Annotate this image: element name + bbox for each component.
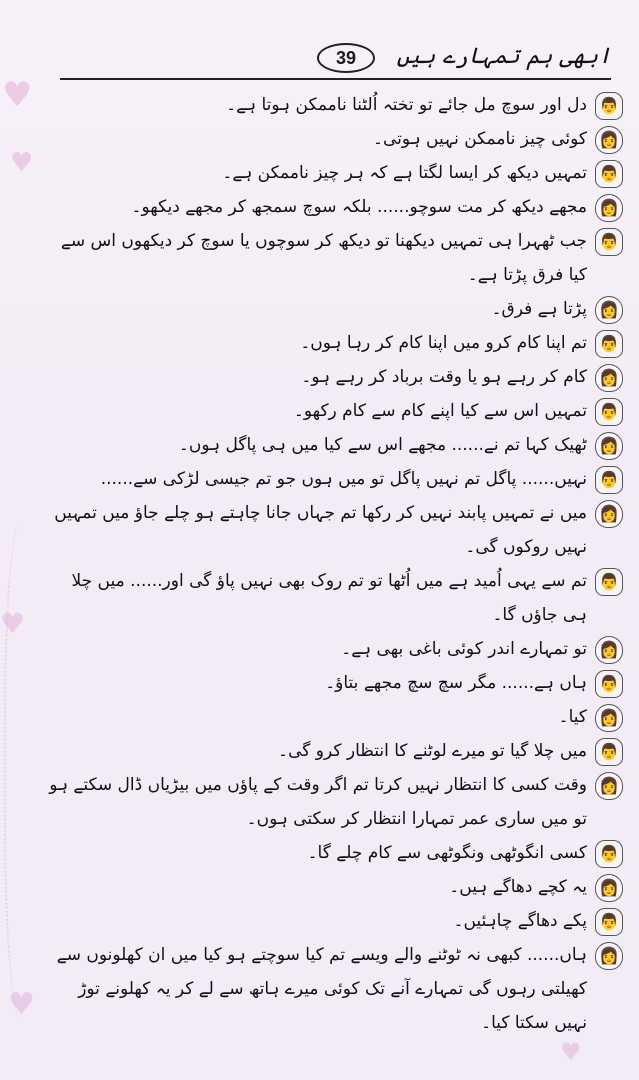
dialogue-line (48, 632, 623, 666)
dialogue-line (48, 938, 623, 1040)
dialogue-text: تم سے یہی اُمید ہے میں اُٹھا تو تم روک بھی نہیں پاؤ گی اور...... میں چلا ہی جاؤں گا۔ (71, 571, 587, 625)
dialogue-text: مجھے دیکھ کر مت سوچو...... بلکہ سوچ سمجھ کر مجھے دیکھو۔ (131, 197, 587, 217)
dialogue-text: تو تمہارے اندر کوئی باغی بھی ہے۔ (341, 639, 587, 659)
female-speaker-icon: 👩 (595, 500, 623, 528)
dialogue-text: کام کر رہے ہو یا وقت برباد کر رہے ہو۔ (301, 367, 587, 387)
dialogue-line (48, 224, 623, 292)
dialogue-line (48, 462, 623, 496)
page-number: 39 (317, 43, 375, 73)
dialogue-list (48, 88, 623, 1040)
dialogue-line (48, 904, 623, 938)
dialogue-text: تمہیں اس سے کیا اپنے کام سے کام رکھو۔ (293, 401, 587, 421)
female-speaker-icon: 👩 (595, 364, 623, 392)
dialogue-line (48, 88, 623, 122)
dialogue-line (48, 734, 623, 768)
dialogue-line (48, 360, 623, 394)
female-speaker-icon: 👩 (595, 194, 623, 222)
dialogue-line (48, 564, 623, 632)
dialogue-text: پڑتا ہے فرق۔ (491, 299, 587, 319)
male-speaker-icon: 👨 (595, 228, 623, 256)
male-speaker-icon: 👨 (595, 160, 623, 188)
dialogue-line (48, 326, 623, 360)
dialogue-line (48, 428, 623, 462)
vine-decoration (4, 520, 46, 1020)
dialogue-line (48, 870, 623, 904)
male-speaker-icon: 👨 (595, 92, 623, 120)
dialogue-line (48, 394, 623, 428)
dialogue-text: تمہیں دیکھ کر ایسا لگتا ہے کہ ہر چیز ناممکن ہے۔ (222, 163, 587, 183)
dialogue-text: میں چلا گیا تو میرے لوٹنے کا انتظار کرو گی۔ (278, 741, 587, 761)
female-speaker-icon: 👩 (595, 942, 623, 970)
heart-decoration-icon: ♥ (2, 75, 33, 115)
male-speaker-icon: 👨 (595, 466, 623, 494)
heart-decoration-icon: ♥ (10, 148, 34, 178)
page-header (60, 40, 611, 80)
header-rule (60, 78, 611, 80)
male-speaker-icon: 👨 (595, 670, 623, 698)
dialogue-line (48, 292, 623, 326)
dialogue-line (48, 122, 623, 156)
female-speaker-icon: 👩 (595, 296, 623, 324)
dialogue-text: وقت کسی کا انتظار نہیں کرتا تم اگر وقت کے پاؤں میں بیڑیاں ڈال سکتے ہو تو میں ساری عمر تمہارا انتظار کر سکتی ہوں۔ (49, 775, 587, 829)
dialogue-text: میں نے تمہیں پابند نہیں کر رکھا تم جہاں جانا چاہتے ہو چلے جاؤ میں تمہیں نہیں روکوں گی۔ (54, 503, 587, 557)
dialogue-text: کوئی چیز ناممکن نہیں ہوتی۔ (373, 129, 587, 149)
heart-decoration-icon: ♥ (0, 607, 26, 640)
dialogue-text: ہاں ہے...... مگر سچ سچ مجھے بتاؤ۔ (325, 673, 587, 693)
female-speaker-icon: 👩 (595, 704, 623, 732)
heart-decoration-icon: ♥ (560, 1038, 582, 1066)
dialogue-line (48, 700, 623, 734)
male-speaker-icon: 👨 (595, 840, 623, 868)
female-speaker-icon: 👩 (595, 874, 623, 902)
dialogue-line (48, 768, 623, 836)
male-speaker-icon: 👨 (595, 568, 623, 596)
female-speaker-icon: 👩 (595, 772, 623, 800)
female-speaker-icon: 👩 (595, 432, 623, 460)
dialogue-line (48, 666, 623, 700)
dialogue-line (48, 836, 623, 870)
dialogue-text: دل اور سوچ مل جائے تو تختہ اُلٹنا ناممکن ہوتا ہے۔ (226, 95, 587, 115)
dialogue-text: کسی انگوٹھی ونگوٹھی سے کام چلے گا۔ (307, 843, 587, 863)
book-title: ابھی ہم تمہارے ہیں (396, 44, 611, 69)
dialogue-line (48, 190, 623, 224)
dialogue-line (48, 156, 623, 190)
dialogue-text: پکے دھاگے چاہئیں۔ (453, 911, 587, 931)
dialogue-text: تم اپنا کام کرو میں اپنا کام کر رہا ہوں۔ (300, 333, 587, 353)
dialogue-text: ہاں...... کبھی نہ ٹوٹنے والے ویسے تم کیا سوچتے ہو کیا میں ان کھلونوں سے کھیلتی رہوں گی تمہارے آنے تک کوئی میرے ہاتھ سے لے کر یہ کھلونے توڑ نہیں سکتا کیا۔ (56, 945, 587, 1033)
dialogue-line (48, 496, 623, 564)
male-speaker-icon: 👨 (595, 330, 623, 358)
female-speaker-icon: 👩 (595, 636, 623, 664)
female-speaker-icon: 👩 (595, 126, 623, 154)
male-speaker-icon: 👨 (595, 398, 623, 426)
male-speaker-icon: 👨 (595, 908, 623, 936)
dialogue-text: نہیں...... پاگل تم نہیں پاگل تو میں ہوں جو تم جیسی لڑکی سے...... (100, 469, 587, 489)
dialogue-text: یہ کچے دھاگے ہیں۔ (449, 877, 587, 897)
dialogue-text: ٹھیک کہا تم نے...... مجھے اس سے کیا میں ہی پاگل ہوں۔ (178, 435, 587, 455)
dialogue-text: کیا۔ (558, 707, 587, 727)
heart-decoration-icon: ♥ (8, 987, 35, 1022)
dialogue-text: جب ٹھہرا ہی تمہیں دیکھنا تو دیکھ کر سوچوں یا سوچ کر دیکھوں اس سے کیا فرق پڑتا ہے۔ (60, 231, 587, 285)
male-speaker-icon: 👨 (595, 738, 623, 766)
